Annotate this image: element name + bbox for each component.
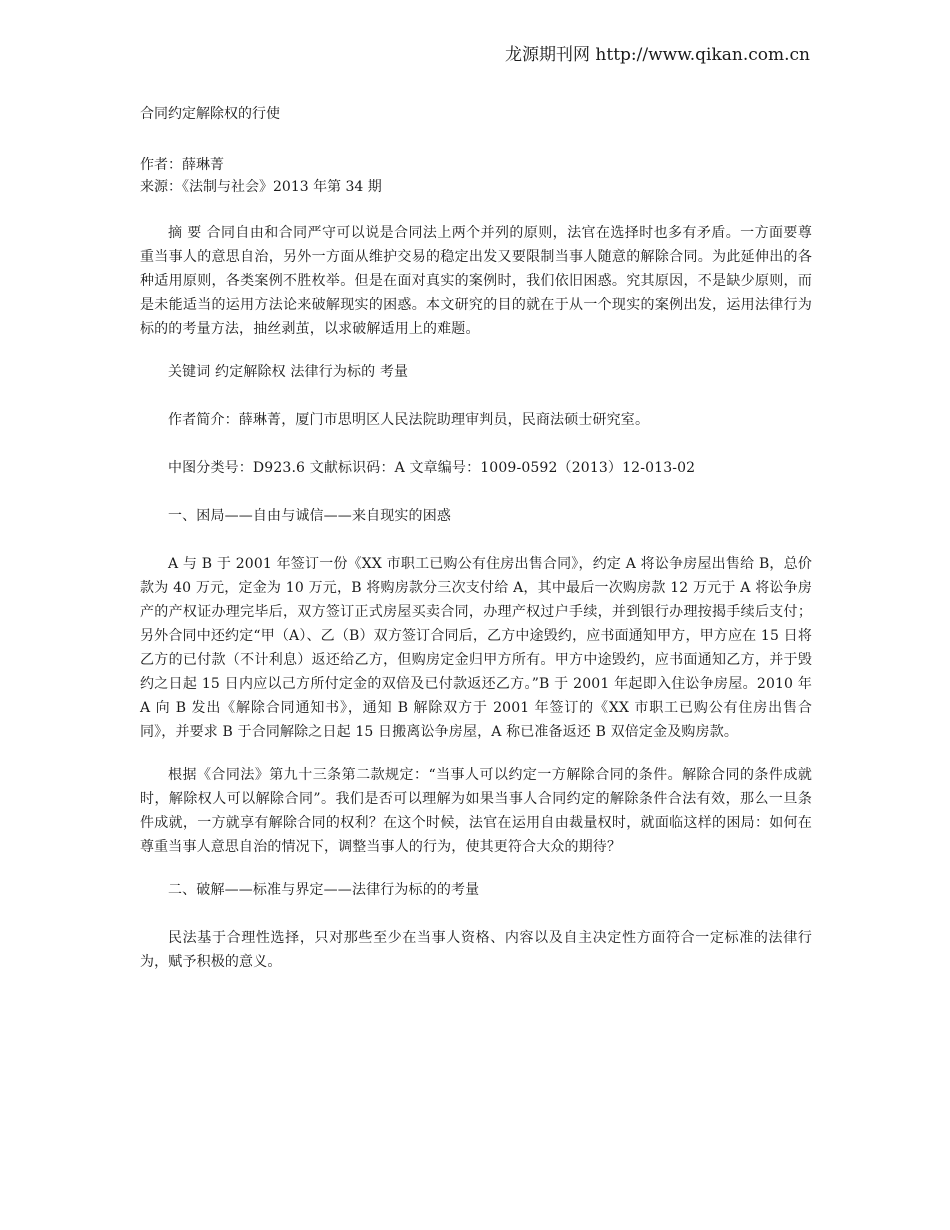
section-heading-2: 二、破解——标准与界定——法律行为标的的考量 xyxy=(168,882,480,898)
article-title: 合同约定解除权的行使 xyxy=(140,106,280,122)
law-paragraph: 根据《合同法》第九十三条第二款规定：“当事人可以约定一方解除合同的条件。解除合同的条件成就时，解除权人可以解除合同”。我们是否可以理解为如果当事人合同约定的解除条件合法有效，那么一旦条件成就，一方就享有解除合同的权利？在这个时候，法官在运用自由裁量权时，就面临这样的困局：如何在尊重当事人意思自治的情况下，调整当事人的行为，使其更符合大众的期待？ xyxy=(140,767,812,855)
author-line: 作者：薛琳菁 xyxy=(140,157,224,173)
section-heading-1: 一、困局——自由与诚信——来自现实的困惑 xyxy=(168,508,451,524)
article-meta xyxy=(140,154,812,198)
classification-paragraph: 中图分类号：D923.6 文献标识码：A 文章编号：1009-0592（2013）12-013-02 xyxy=(168,460,696,476)
article-body xyxy=(140,103,812,993)
keywords-paragraph: 关键词 约定解除权 法律行为标的 考量 xyxy=(168,364,409,380)
source-line: 来源：《法制与社会》2013 年第 34 期 xyxy=(140,179,382,195)
site-header: 龙源期刊网 http://www.qikan.com.cn xyxy=(505,45,810,65)
case-paragraph: A 与 B 于 2001 年签订一份《XX 市职工已购公有住房出售合同》，约定 A 将讼争房屋出售给 B，总价款为 40 万元，定金为 10 万元，B 将购房款分三次支付给 A，其中最后一次购房款 12 万元于 A 将讼争房产的产权证办理完毕后，双方签订正式房屋买卖合同，办理产权过户手续，并到银行办理按揭手续后支付；另外合同中还约定“甲（A）、乙（B）双方签订合同后，乙方中途毁约，应书面通知甲方，甲方应在 15 日将乙方的已付款（不计利息）返还给乙方，但购房定金归甲方所有。甲方中途毁约，应书面通知乙方，并于毁约之日起 15 日内应以己方所付定金的双倍及已付款返还乙方。”B 于 2001 年起即入住讼争房屋。2010 年 A 向 B 发出《解除合同通知书》，通知 B 解除双方于 2001 年签订的《XX 市职工已购公有住房出售合同》，并要求 B 于合同解除之日起 15 日搬离讼争房屋，A 称已准备返还 B 双倍定金及购房款。 xyxy=(140,556,812,740)
abstract-paragraph: 摘 要 合同自由和合同严守可以说是合同法上两个并列的原则，法官在选择时也多有矛盾。一方面要尊重当事人的意思自治，另外一方面从维护交易的稳定出发又要限制当事人随意的解除合同。为此延伸出的各种适用原则，各类案例不胜枚举。但是在面对真实的案例时，我们依旧困惑。究其原因，不是缺少原则，而是未能适当的运用方法论来破解现实的困惑。本文研究的目的就在于从一个现实的案例出发，运用法律行为标的的考量方法，抽丝剥茧，以求破解适用上的难题。 xyxy=(140,225,812,337)
civil-law-paragraph: 民法基于合理性选择，只对那些至少在当事人资格、内容以及自主决定性方面符合一定标准的法律行为，赋予积极的意义。 xyxy=(140,930,812,970)
author-bio-paragraph: 作者简介：薛琳菁，厦门市思明区人民法院助理审判员，民商法硕士研究室。 xyxy=(168,412,650,428)
